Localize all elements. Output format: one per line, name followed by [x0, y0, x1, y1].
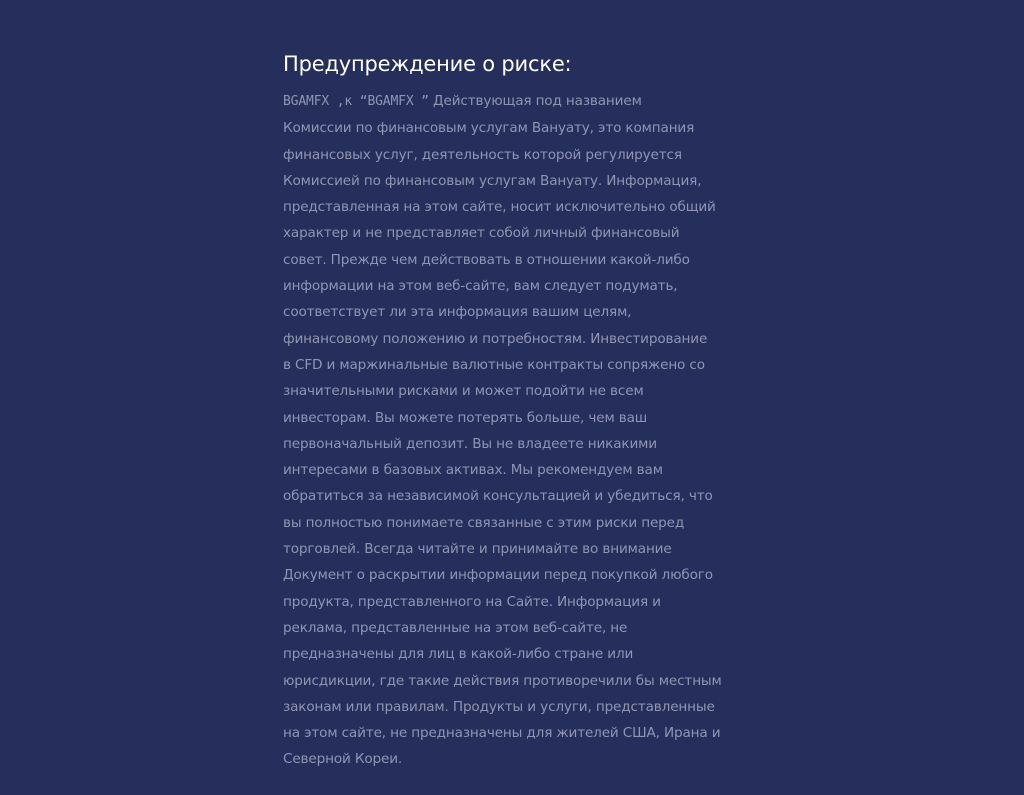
text-line: реклама, представленные на этом веб-сайте, не: [283, 619, 628, 636]
brand-name: BGAMFX ,к “BGAMFX ”: [283, 94, 429, 109]
text-line: совет. Прежде чем действовать в отношении какой-либо: [283, 251, 690, 268]
text-line: вы полностью понимаете связанные с этим риски перед: [283, 514, 685, 531]
text-line: BGAMFX ,к “BGAMFX ” Действующая под названием: [283, 93, 642, 109]
text-line: юрисдикции, где такие действия противоречили бы местным: [283, 672, 722, 689]
text-line: Комиссии по финансовым услугам Вануату, это компания: [283, 120, 695, 137]
text-line: Северной Кореи.: [283, 751, 403, 768]
text-line: Документ о раскрытии информации перед покупкой любого: [283, 567, 713, 584]
text-line: обратиться за независимой консультацией и убедиться, что: [283, 488, 713, 505]
text-line: финансовых услуг, деятельность которой регулируется: [283, 146, 682, 163]
text-line: законам или правилам. Продукты и услуги, представленные: [283, 698, 715, 715]
text-line: на этом сайте, не предназначены для жителей США, Ирана и: [283, 725, 721, 742]
text-line: торговлей. Всегда читайте и принимайте во внимание: [283, 541, 672, 558]
text-line: предназначены для лиц в какой-либо стране или: [283, 646, 634, 663]
risk-warning-title: Предупреждение о риске:: [283, 52, 572, 76]
text-line: продукта, представленного на Сайте. Информация и: [283, 593, 661, 610]
text-line: в CFD и маржинальные валютные контракты сопряжено со: [283, 356, 705, 373]
risk-warning-section: [283, 48, 743, 773]
text-line: характер и не представляет собой личный финансовый: [283, 225, 680, 242]
text-line: интересами в базовых активах. Мы рекомендуем вам: [283, 462, 663, 479]
text-line: Комиссией по финансовым услугам Вануату. Информация,: [283, 172, 702, 189]
text-line: инвесторам. Вы можете потерять больше, чем ваш: [283, 409, 648, 426]
text-line: значительными рисками и может подойти не всем: [283, 383, 644, 400]
text-line: первоначальный депозит. Вы не владеете никакими: [283, 435, 657, 452]
text-line: информации на этом веб-сайте, вам следует подумать,: [283, 278, 678, 295]
text-line: представленная на этом сайте, носит исключительно общий: [283, 199, 716, 216]
risk-warning-text: [283, 88, 743, 773]
text-line: соответствует ли эта информация вашим целям,: [283, 304, 632, 321]
text-line: финансовому положению и потребностям. Инвестирование: [283, 330, 708, 347]
